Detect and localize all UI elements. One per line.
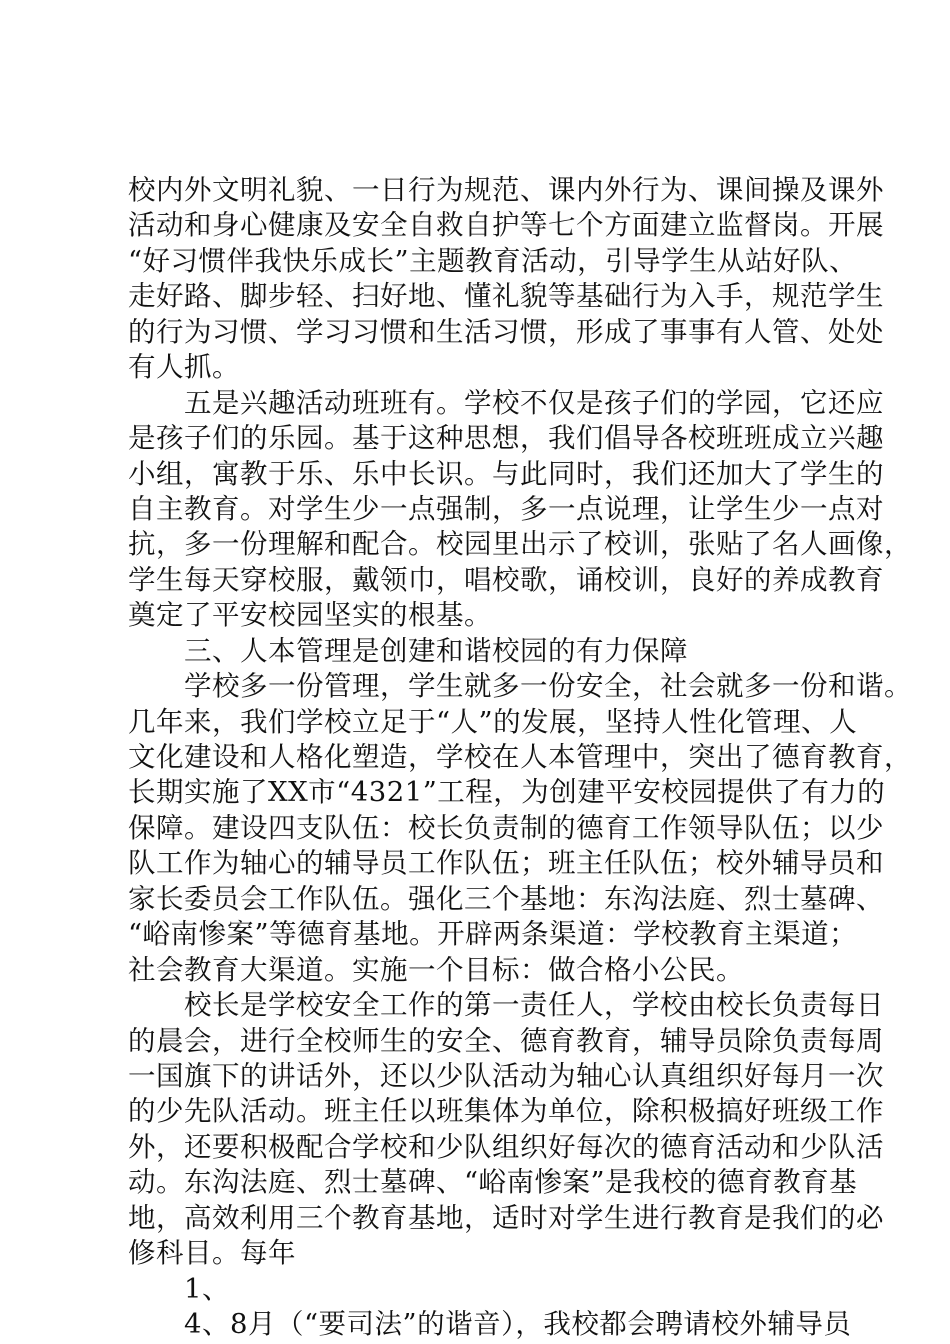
paragraph-line: 五是兴趣活动班班有。学校不仅是孩子们的学园，它还应: [184, 386, 884, 419]
paragraph-line: 动。东沟法庭、烈士墓碑、“峪南惨案”是我校的德育教育基: [128, 1166, 858, 1199]
paragraph-line: 是孩子们的乐园。基于这种思想，我们倡导各校班班成立兴趣: [128, 422, 884, 455]
section-heading: 三、人本管理是创建和谐校园的有力保障: [184, 634, 688, 667]
paragraph-line: “峪南惨案”等德育基地。开辟两条渠道：学校教育主渠道；: [128, 918, 858, 951]
list-marker: 1、: [184, 1272, 230, 1305]
paragraph-line: 社会教育大渠道。实施一个目标：做合格小公民。: [128, 953, 744, 986]
paragraph-line: 的晨会，进行全校师生的安全、德育教育，辅导员除负责每周: [128, 1024, 884, 1057]
paragraph-line: 外，还要积极配合学校和少队组织好每次的德育活动和少队活: [128, 1130, 884, 1163]
paragraph-line: 自主教育。对学生少一点强制，多一点说理，让学生少一点对: [128, 492, 884, 525]
paragraph-line: 学生每天穿校服，戴领巾，唱校歌，诵校训，良好的养成教育: [128, 563, 884, 596]
paragraph-line: 校长是学校安全工作的第一责任人，学校由校长负责每日: [184, 989, 884, 1022]
paragraph-line: 几年来，我们学校立足于“人”的发展，坚持人性化管理、人: [128, 705, 858, 738]
paragraph-line: “好习惯伴我快乐成长”主题教育活动，引导学生从站好队、: [128, 244, 858, 277]
paragraph-line: 一国旗下的讲话外，还以少队活动为轴心认真组织好每月一次: [128, 1059, 884, 1092]
paragraph-line: 小组，寓教于乐、乐中长识。与此同时，我们还加大了学生的: [128, 457, 884, 490]
paragraph-line: 长期实施了XX市“4321”工程，为创建平安校园提供了有力的: [128, 776, 886, 809]
paragraph-line: 文化建设和人格化塑造，学校在人本管理中，突出了德育教育，: [128, 741, 912, 773]
paragraph-line: 的行为习惯、学习习惯和生活习惯，形成了事事有人管、处处: [128, 315, 884, 348]
paragraph-line: 家长委员会工作队伍。强化三个基地：东沟法庭、烈士墓碑、: [128, 882, 884, 915]
paragraph-line: 的少先队活动。班主任以班集体为单位，除积极搞好班级工作: [128, 1095, 884, 1128]
paragraph-line: 学校多一份管理，学生就多一份安全，社会就多一份和谐。: [184, 670, 912, 703]
paragraph-line: 有人抓。: [128, 351, 240, 384]
paragraph-line: 奠定了平安校园坚实的根基。: [128, 599, 492, 632]
paragraph-line: 校内外文明礼貌、一日行为规范、课内外行为、课间操及课外: [128, 174, 884, 206]
paragraph-line: 抗，多一份理解和配合。校园里出示了校训，张贴了名人画像，: [128, 528, 912, 561]
paragraph-line: 走好路、脚步轻、扫好地、懂礼貌等基础行为入手，规范学生: [128, 280, 884, 313]
paragraph-line: 队工作为轴心的辅导员工作队伍；班主任队伍；校外辅导员和: [128, 847, 884, 880]
paragraph-line: 地，高效利用三个教育基地，适时对学生进行教育是我们的必: [128, 1201, 884, 1234]
paragraph-line: 保障。建设四支队伍：校长负责制的德育工作领导队伍；以少: [128, 811, 884, 844]
paragraph-line: 修科目。每年: [128, 1237, 296, 1270]
paragraph-line: 活动和身心健康及安全自救自护等七个方面建立监督岗。开展: [128, 209, 884, 242]
paragraph-line: 4、8月（“要司法”的谐音），我校都会聘请校外辅导员: [184, 1308, 852, 1340]
